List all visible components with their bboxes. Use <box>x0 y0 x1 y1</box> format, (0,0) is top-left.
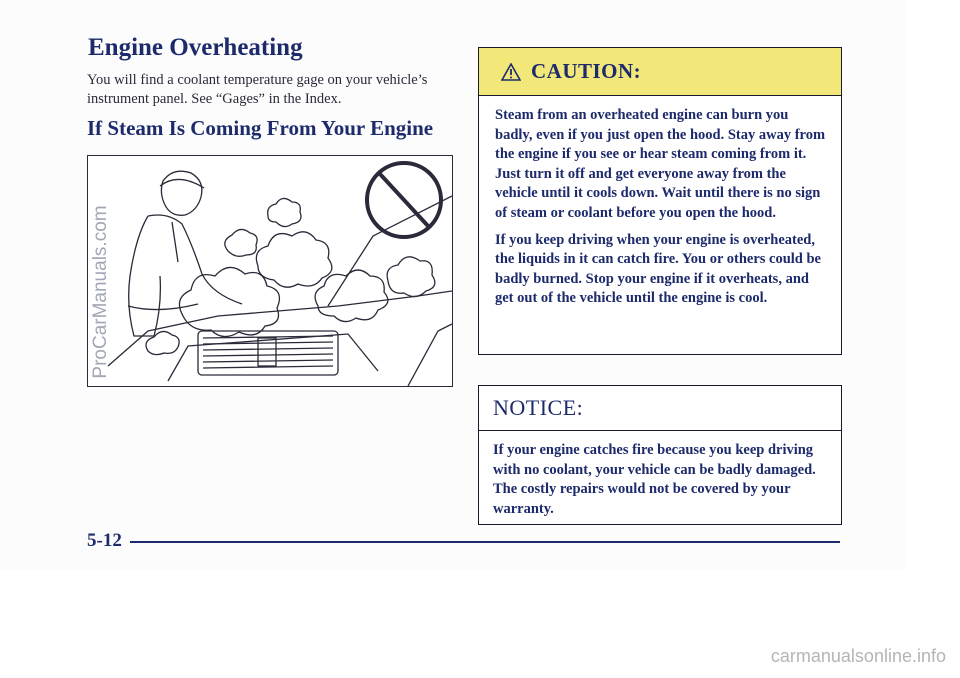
prohibition-sign-icon <box>367 163 441 237</box>
watermark: ProCarManuals.com <box>90 205 111 379</box>
notice-paragraph: If your engine catches fire because you keep driving with no coolant, your vehicle can be badly damaged. The costly repairs would not be covered by your warranty. <box>493 442 816 517</box>
warning-triangle-icon <box>501 63 521 81</box>
notice-header <box>479 386 841 431</box>
footer-rule <box>130 541 840 543</box>
steam-engine-illustration <box>87 155 453 387</box>
caution-header <box>479 48 841 96</box>
subsection-heading: If Steam Is Coming From Your Engine <box>87 116 434 140</box>
site-footer-text: carmanualsonline.info <box>770 646 946 666</box>
caution-paragraph-2: If you keep driving when your engine is overheated, the liquids in it can catch fire. You or others could be badly burned. Stop your engine if it overheats, and get out of the vehicle until the engine is cool. <box>495 231 821 307</box>
person-figure-icon <box>128 171 242 336</box>
notice-title: NOTICE: <box>493 395 584 420</box>
vehicle-grille-icon <box>198 331 338 375</box>
page-number: 5-12 <box>87 530 122 551</box>
caution-paragraph-1: Steam from an overheated engine can burn you badly, even if you just open the hood. Stay away from the engine if you see or hear steam coming from it. Just turn it off and get everyone away from the vehicle until it cools down. Wait until there is no sign of steam or coolant before you open the hood. <box>495 107 826 221</box>
caution-box <box>478 47 842 355</box>
caution-title: CAUTION: <box>531 59 642 83</box>
site-footer <box>0 570 960 678</box>
section-heading: Engine Overheating <box>88 34 303 61</box>
intro-text: You will find a coolant temperature gage on your vehicle’s instrument panel. See “Gages” in the Index. <box>87 72 428 107</box>
notice-box <box>478 385 842 525</box>
